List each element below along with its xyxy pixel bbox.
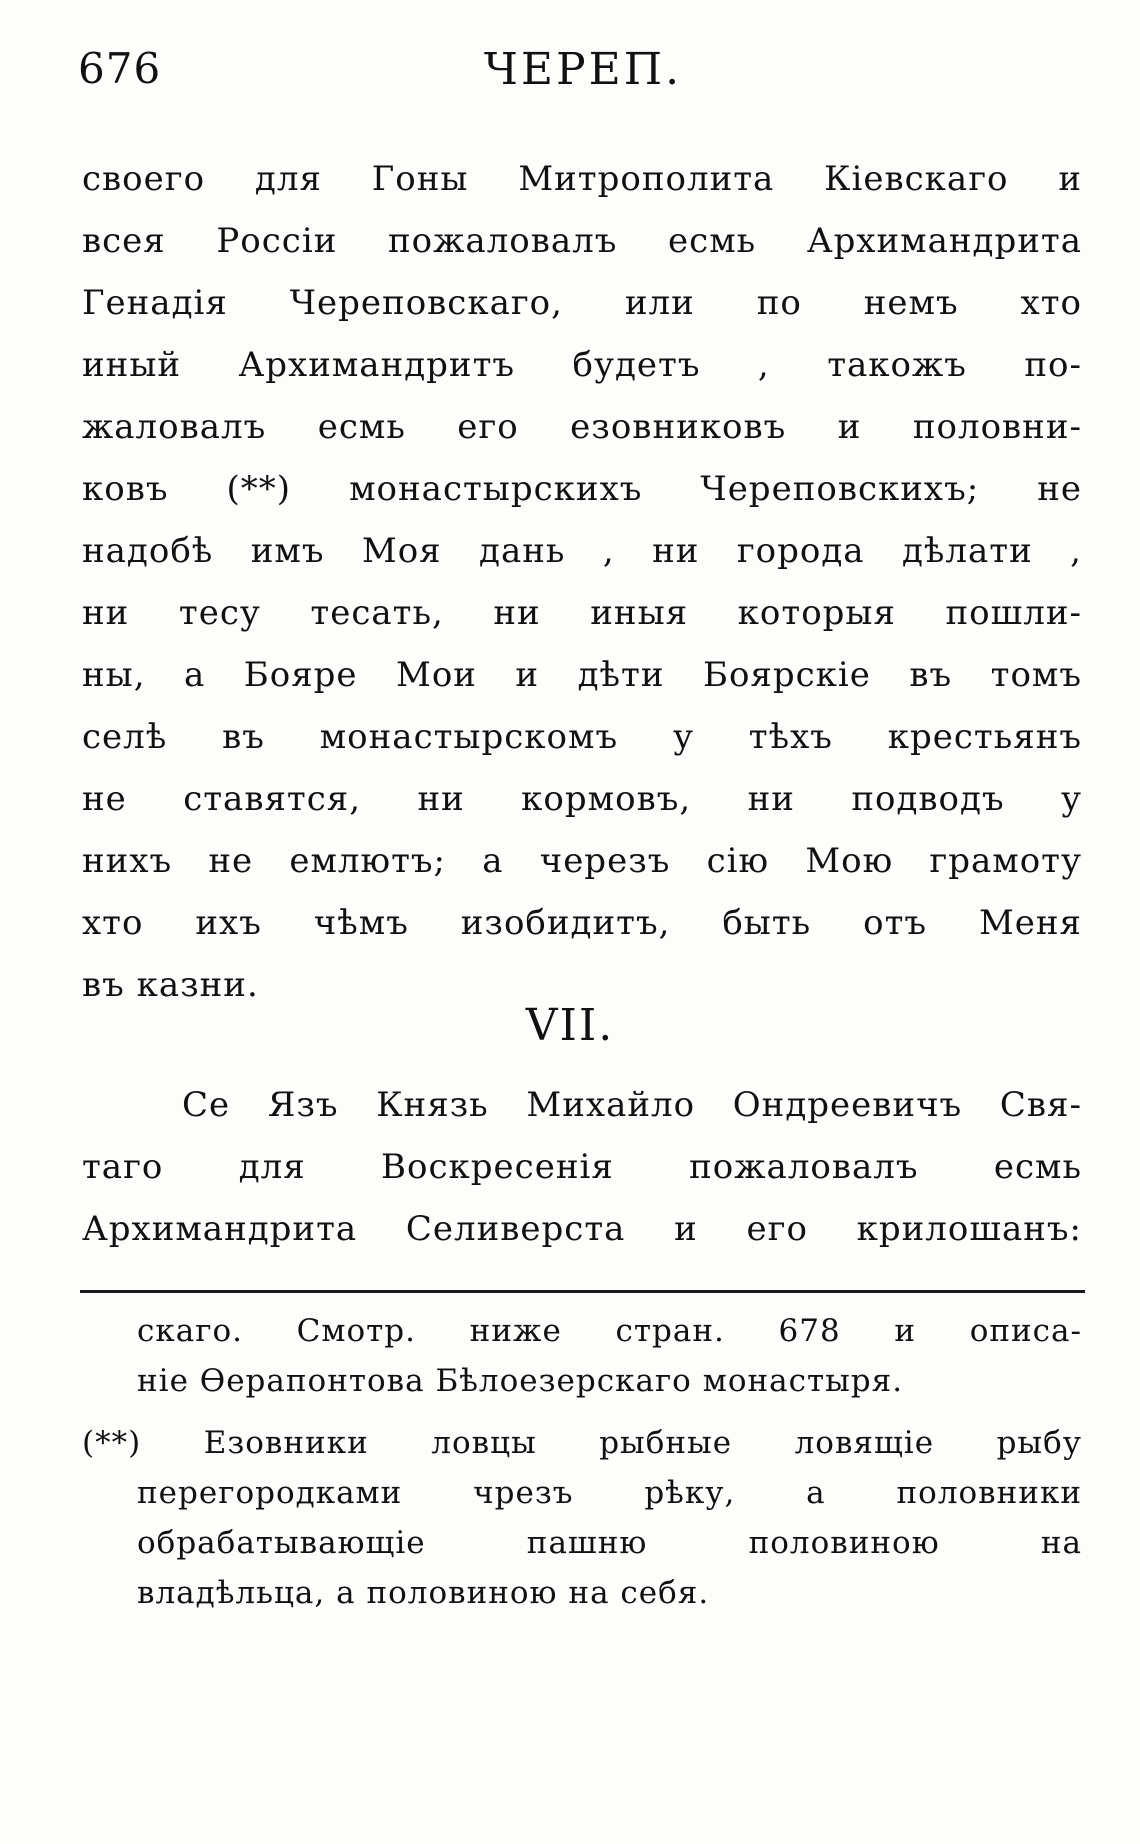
running-title: ЧЕРЕП.: [483, 44, 683, 95]
text-line: не ставятся, ни кормовъ, ни подводъ у: [82, 779, 1082, 819]
footnote-line: (**) Езовники ловцы рыбные ловящіе рыбу: [82, 1425, 1082, 1461]
text-line: въ казни.: [82, 965, 259, 1005]
text-line: ковъ (**) монастырскихъ Череповскихъ; не: [82, 469, 1082, 509]
footnote-line: ніе Ѳерапонтова Бѣлоезерскаго монастыря.: [137, 1363, 904, 1399]
main-text-block: [82, 148, 1082, 1016]
page-number: 676: [78, 44, 162, 93]
footnote-line: обрабатывающіе пашню половиною на: [137, 1525, 1082, 1561]
section-text-block: [82, 1074, 1082, 1260]
text-line: иный Архимандритъ будетъ , такожъ по-: [82, 345, 1082, 385]
text-line: своего для Гоны Митрополита Кіевскаго и: [82, 159, 1082, 199]
text-line: надобѣ имъ Моя дань , ни города дѣлати ,: [82, 531, 1082, 571]
footnote-line: владѣльца, а половиною на себя.: [137, 1575, 710, 1611]
footnotes-block: [82, 1306, 1082, 1618]
page-header: [78, 44, 1088, 104]
footnote-divider: [80, 1290, 1085, 1293]
text-line: всея Россіи пожаловалъ есмь Архимандрита: [82, 221, 1082, 261]
section-heading: VII.: [525, 1000, 615, 1051]
footnote-line: скаго. Смотр. ниже стран. 678 и описа-: [137, 1313, 1082, 1349]
text-line: селѣ въ монастырскомъ у тѣхъ крестьянъ: [82, 717, 1082, 757]
text-line: Архимандрита Селиверста и его крилошанъ:: [82, 1209, 1082, 1249]
text-line: жаловалъ есмь его езовниковъ и половни-: [82, 407, 1082, 447]
text-line: ни тесу тесать, ни иныя которыя пошли-: [82, 593, 1082, 633]
text-line: Генадія Череповскаго, или по немъ хто: [82, 283, 1082, 323]
footnote-line: перегородками чрезъ рѣку, а половники: [137, 1475, 1082, 1511]
text-line: нихъ не емлютъ; а черезъ сію Мою грамоту: [82, 841, 1082, 881]
footnote-spacer: [82, 1406, 1082, 1418]
text-line: ны, а Бояре Мои и дѣти Боярскіе въ томъ: [82, 655, 1082, 695]
text-line: таго для Воскресенія пожаловалъ есмь: [82, 1147, 1082, 1187]
text-line: хто ихъ чѣмъ изобидитъ, быть отъ Меня: [82, 903, 1082, 943]
text-line: Се Язъ Князь Михайло Ондреевичъ Свя-: [182, 1085, 1082, 1125]
